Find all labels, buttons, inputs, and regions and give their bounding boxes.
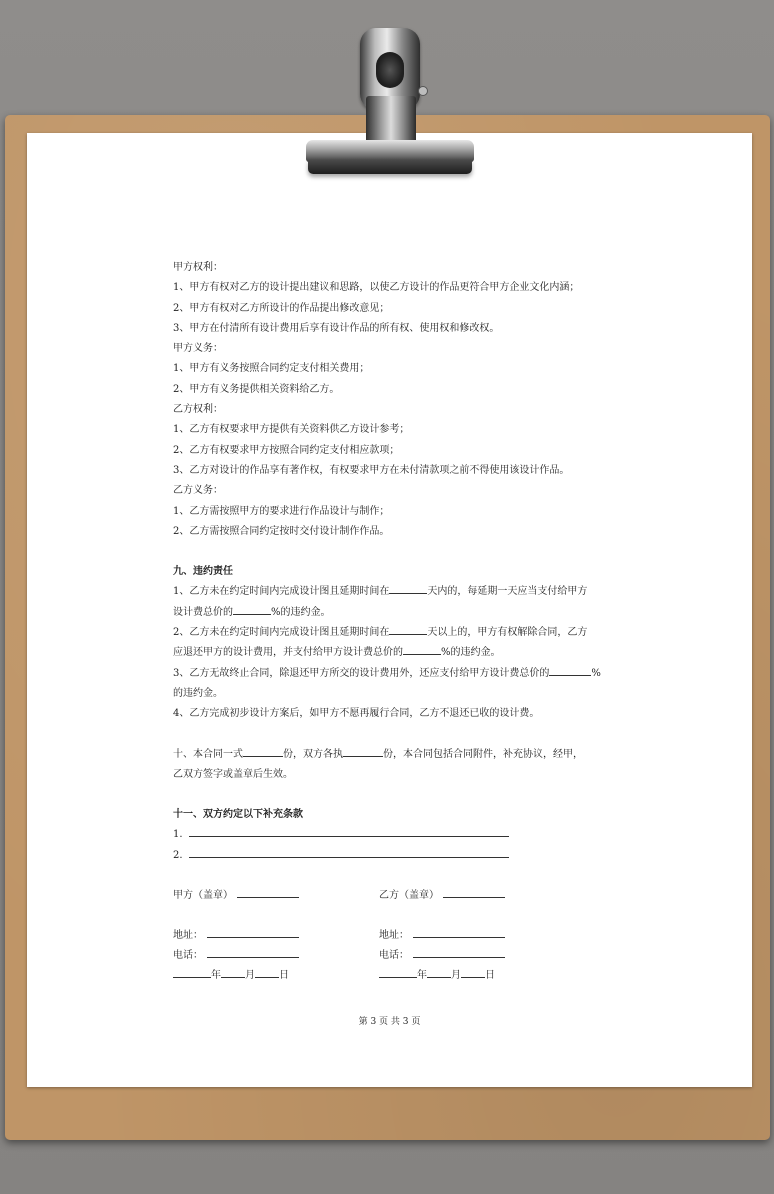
party-a-date <box>173 966 289 986</box>
s9-item2-part-a: 2、乙方未在约定时间内完成设计图且延期时间在 <box>173 627 390 639</box>
s9-item2-part-d: %的违约金。 <box>441 647 501 659</box>
day-label: 日 <box>485 970 495 982</box>
supplement-2-label: 2. <box>173 849 183 861</box>
s9-item1-part-c: 设计费总价的 <box>173 606 233 618</box>
phone-label: 电话： <box>173 950 203 962</box>
year-blank <box>173 966 211 978</box>
heading-party-b-duties: 乙方义务： <box>173 485 223 497</box>
phone-blank <box>207 947 299 958</box>
heading-party-a-duties: 甲方义务： <box>173 343 223 355</box>
party-a-seal-label: 甲方（盖章） <box>173 890 233 902</box>
month-blank <box>221 966 245 978</box>
party-b-right-1: 1、乙方有权要求甲方提供有关资料供乙方设计参考； <box>173 424 410 436</box>
clip-plate <box>306 140 474 162</box>
year-blank <box>379 966 417 978</box>
section-9-title: 九、违约责任 <box>173 566 233 578</box>
fill-blank <box>389 623 427 635</box>
page-number: 第 3 页 共 3 页 <box>358 1017 421 1027</box>
supplement-line-2 <box>173 846 613 866</box>
month-label: 月 <box>451 970 461 982</box>
party-b-address <box>379 926 505 946</box>
contract-text <box>173 258 613 986</box>
fill-blank <box>403 643 441 655</box>
section-9-item-2-cont <box>173 643 613 663</box>
section-9-item-4: 4、乙方完成初步设计方案后，如甲方不愿再履行合同，乙方不退还已收的设计费。 <box>173 708 540 720</box>
date-row <box>173 966 613 986</box>
supplement-1-blank <box>189 826 509 837</box>
s9-item2-part-b: 天以上的，甲方有权解除合同，乙方 <box>427 627 588 639</box>
day-label: 日 <box>279 970 289 982</box>
phone-row <box>173 946 613 966</box>
s10-part-c: 份，本合同包括合同附件，补充协议，经甲， <box>383 748 583 760</box>
party-a-phone <box>173 946 299 966</box>
fill-blank <box>243 745 283 757</box>
party-a-right-2: 2、甲方有权对乙方所设计的作品提出修改意见； <box>173 302 390 314</box>
seal-blank <box>237 887 299 898</box>
party-b-phone <box>379 946 505 966</box>
party-a-duty-2: 2、甲方有义务提供相关资料给乙方。 <box>173 383 340 395</box>
phone-label: 电话： <box>379 950 409 962</box>
section-9-item-3-cont: 的违约金。 <box>173 687 223 699</box>
s10-part-b: 份，双方各执 <box>283 748 343 760</box>
seal-row <box>173 886 613 906</box>
supplement-1-label: 1. <box>173 829 183 841</box>
fill-blank <box>389 582 427 594</box>
supplement-line-1 <box>173 825 613 845</box>
party-a-duty-1: 1、甲方有义务按照合同约定支付相关费用； <box>173 363 370 375</box>
month-blank <box>427 966 451 978</box>
party-b-duty-2: 2、乙方需按照合同约定按时交付设计制作作品。 <box>173 525 390 537</box>
party-b-seal <box>379 886 505 906</box>
section-9-item-1-cont <box>173 603 613 623</box>
day-blank <box>461 966 485 978</box>
day-blank <box>255 966 279 978</box>
heading-party-a-rights: 甲方权利： <box>173 262 223 273</box>
clip-hinge-pin <box>418 86 428 96</box>
party-b-right-3: 3、乙方对设计的作品享有著作权，有权要求甲方在未付清款项之前不得使用该设计作品。 <box>173 464 570 476</box>
heading-party-b-rights: 乙方权利： <box>173 404 223 416</box>
section-9-item-2 <box>173 623 613 643</box>
party-b-date <box>379 966 495 986</box>
s9-item3-part-b: % <box>591 667 601 679</box>
section-10 <box>173 745 613 765</box>
supplement-2-blank <box>189 847 509 858</box>
party-a-right-3: 3、甲方在付清所有设计费用后享有设计作品的所有权、使用权和修改权。 <box>173 322 500 334</box>
party-b-right-2: 2、乙方有权要求甲方按照合同约定支付相应款项； <box>173 444 400 456</box>
address-label: 地址： <box>379 930 409 942</box>
s9-item3-part-a: 3、乙方无故终止合同，除退还甲方所交的设计费用外，还应支付给甲方设计费总价的 <box>173 667 550 679</box>
year-label: 年 <box>211 970 221 982</box>
party-b-seal-label: 乙方（盖章） <box>379 890 439 902</box>
s9-item1-part-a: 1、乙方未在约定时间内完成设计图且延期时间在 <box>173 586 390 598</box>
seal-blank <box>443 887 505 898</box>
address-blank <box>413 927 505 938</box>
section-9-item-1 <box>173 582 613 602</box>
fill-blank <box>233 603 271 615</box>
fill-blank <box>549 664 591 676</box>
clip-hole <box>376 52 404 88</box>
section-9-item-3 <box>173 664 613 684</box>
clip-body <box>366 96 416 144</box>
address-label: 地址： <box>173 930 203 942</box>
address-blank <box>207 927 299 938</box>
party-b-duty-1: 1、乙方需按照甲方的要求进行作品设计与制作； <box>173 505 390 517</box>
s9-item1-part-b: 天内的，每延期一天应当支付给甲方 <box>427 586 588 598</box>
s9-item1-part-d: %的违约金。 <box>271 606 331 618</box>
fill-blank <box>343 745 383 757</box>
year-label: 年 <box>417 970 427 982</box>
month-label: 月 <box>245 970 255 982</box>
party-a-seal <box>173 886 299 906</box>
clip-base <box>308 160 472 174</box>
section-10-cont: 乙双方签字或盖章后生效。 <box>173 768 293 780</box>
address-row <box>173 926 613 946</box>
s10-part-a: 十、本合同一式 <box>173 748 243 760</box>
party-a-right-1: 1、甲方有权对乙方的设计提出建议和思路，以使乙方设计的作品更符合甲方企业文化内涵； <box>173 282 580 294</box>
s9-item2-part-c: 应退还甲方的设计费用，并支付给甲方设计费总价的 <box>173 647 403 659</box>
section-11-title: 十一、双方约定以下补充条款 <box>173 809 303 821</box>
phone-blank <box>413 947 505 958</box>
party-a-address <box>173 926 299 946</box>
